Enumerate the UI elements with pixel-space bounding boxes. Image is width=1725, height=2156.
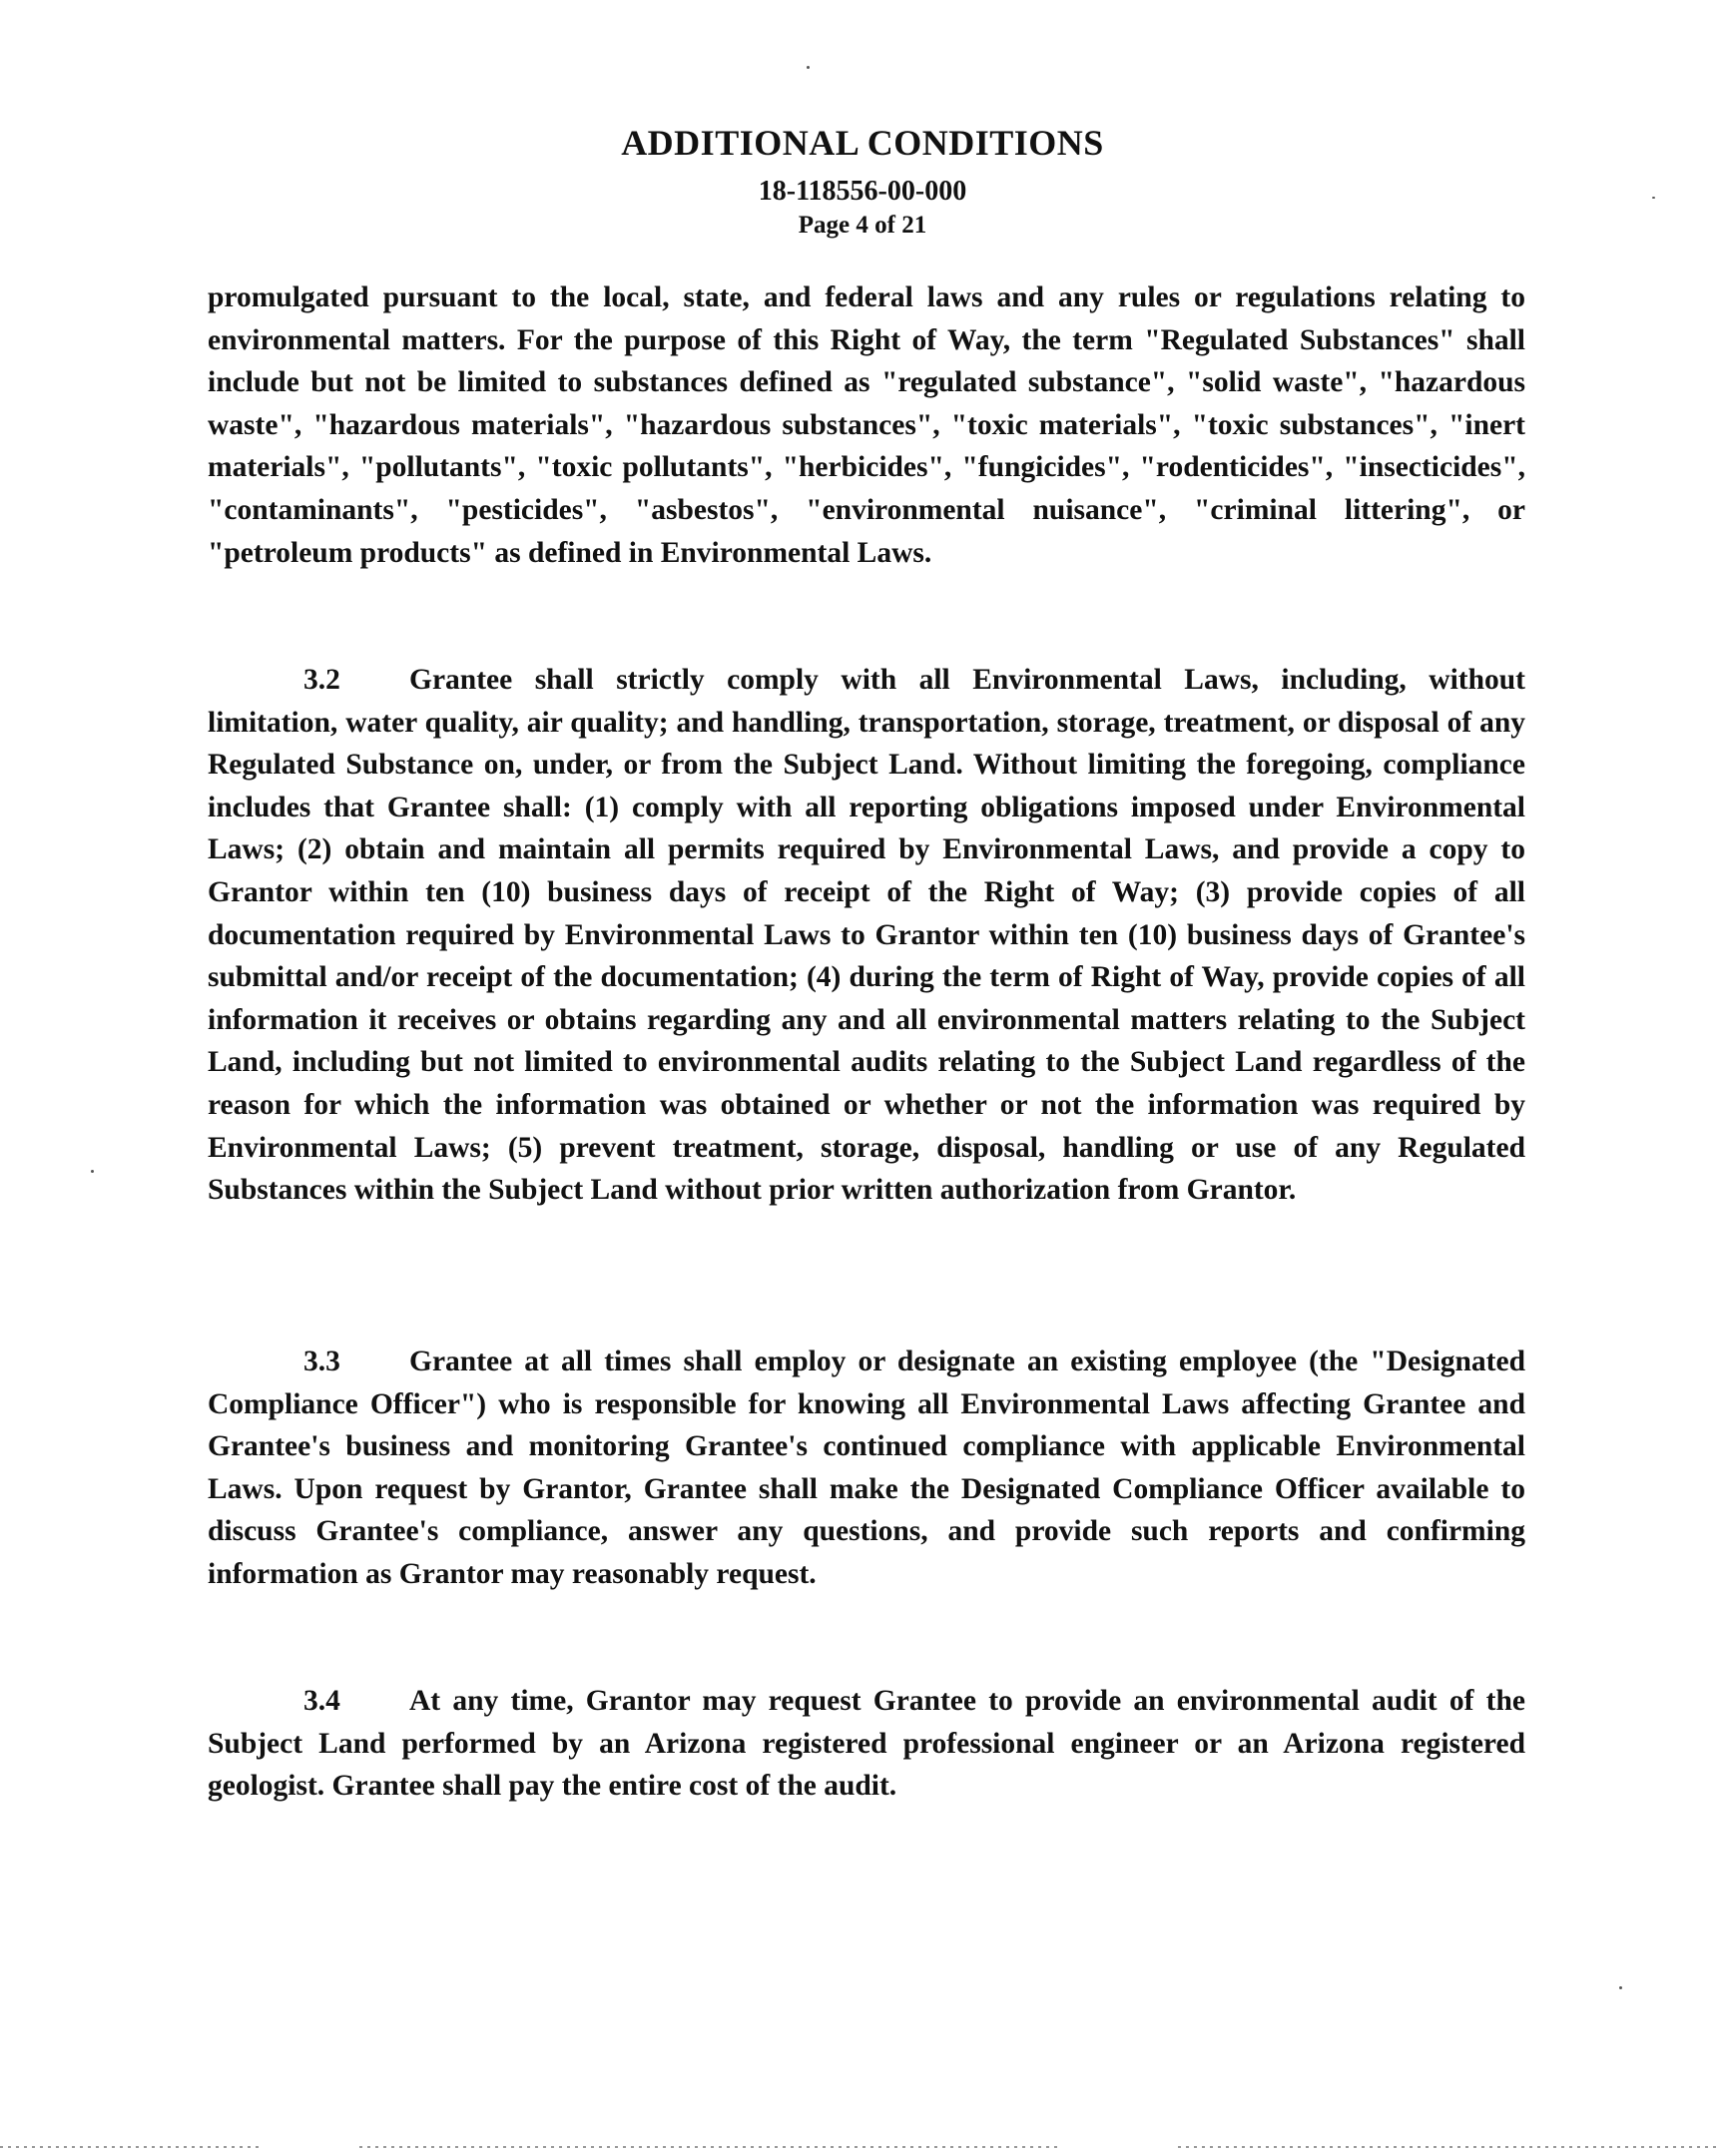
section-number: 3.2 xyxy=(303,664,340,696)
scan-speck xyxy=(91,1170,94,1173)
scan-edge xyxy=(359,2146,1058,2148)
section-text: Grantee shall strictly comply with all Environmental Laws, including, without limitation, water quality, air quality; and handling, transportation, storage, treatment, or disposal of any Regulated Substance on, under, or from the Subject Land. Without limiting the foregoing, compliance includes that Grantee shall: (1) comply with all reporting obligations imposed under Environmental Laws; (2) obtain and maintain all permits required by Environmental Laws, and provide a copy to Grantor within ten (10) business days of receipt of the Right of Way; (3) provide copies of all documentation required by Environmental Laws to Grantor within ten (10) business days of Grantee's submittal and/or receipt of the documentation; (4) during the term of Right of Way, provide copies of all information it receives or obtains regarding any and all environmental matters relating to the Subject Land, including but not limited to environmental audits relating to the Subject Land regardless of the reason for which the information was obtained or whether or not the information was required by Environmental Laws; (5) prevent treatment, storage, disposal, handling or use of any Regulated Substances within the Subject Land without prior written authorization from Grantor. xyxy=(208,664,1525,1207)
scan-speck xyxy=(807,66,810,69)
section-number: 3.3 xyxy=(303,1346,340,1377)
paragraph-text: promulgated pursuant to the local, state, and federal laws and any rules or regulations relating to environmental matters. For the purpose of this Right of Way, the term "Regulated Substances" shall include but not be limited to substances defined as "regulated substance", "solid waste", "hazardous waste", "hazardous materials", "hazardous substances", "toxic materials", "toxic substances", "inert materials", "pollutants", "toxic pollutants", "herbicides", "fungicides", "rodenticides", "insecticides", "contaminants", "pesticides", "asbestos", "environmental nuisance", "criminal littering", or "petroleum products" as defined in Environmental Laws. xyxy=(208,281,1525,569)
scan-edge xyxy=(0,2146,260,2148)
paragraph-continuation xyxy=(208,276,1525,574)
section-text: At any time, Grantor may request Grantee to provide an environmental audit of the Subject Land performed by an Arizona registered professional engineer or an Arizona registered geologist. Grantee shall pay the entire cost of the audit. xyxy=(208,1685,1525,1803)
section-3-2 xyxy=(208,659,1525,1212)
scan-speck xyxy=(1619,1986,1622,1989)
document-number: 18-118556-00-000 xyxy=(758,176,967,207)
section-3-3 xyxy=(208,1341,1525,1596)
section-text: Grantee at all times shall employ or designate an existing employee (the "Designated Compliance Officer") who is responsible for knowing all Environmental Laws affecting Grantee and Grantee's business and monitoring Grantee's continued compliance with applicable Environmental Laws. Upon request by Grantor, Grantee shall make the Designated Compliance Officer available to discuss Grantee's compliance, answer any questions, and provide such reports and confirming information as Grantor may reasonably request. xyxy=(208,1346,1525,1590)
page-number: Page 4 of 21 xyxy=(798,212,927,239)
section-3-4 xyxy=(208,1680,1525,1808)
scan-speck xyxy=(1652,197,1655,199)
section-number: 3.4 xyxy=(303,1685,340,1717)
scan-edge xyxy=(1178,2146,1717,2148)
document-title: ADDITIONAL CONDITIONS xyxy=(621,123,1104,163)
